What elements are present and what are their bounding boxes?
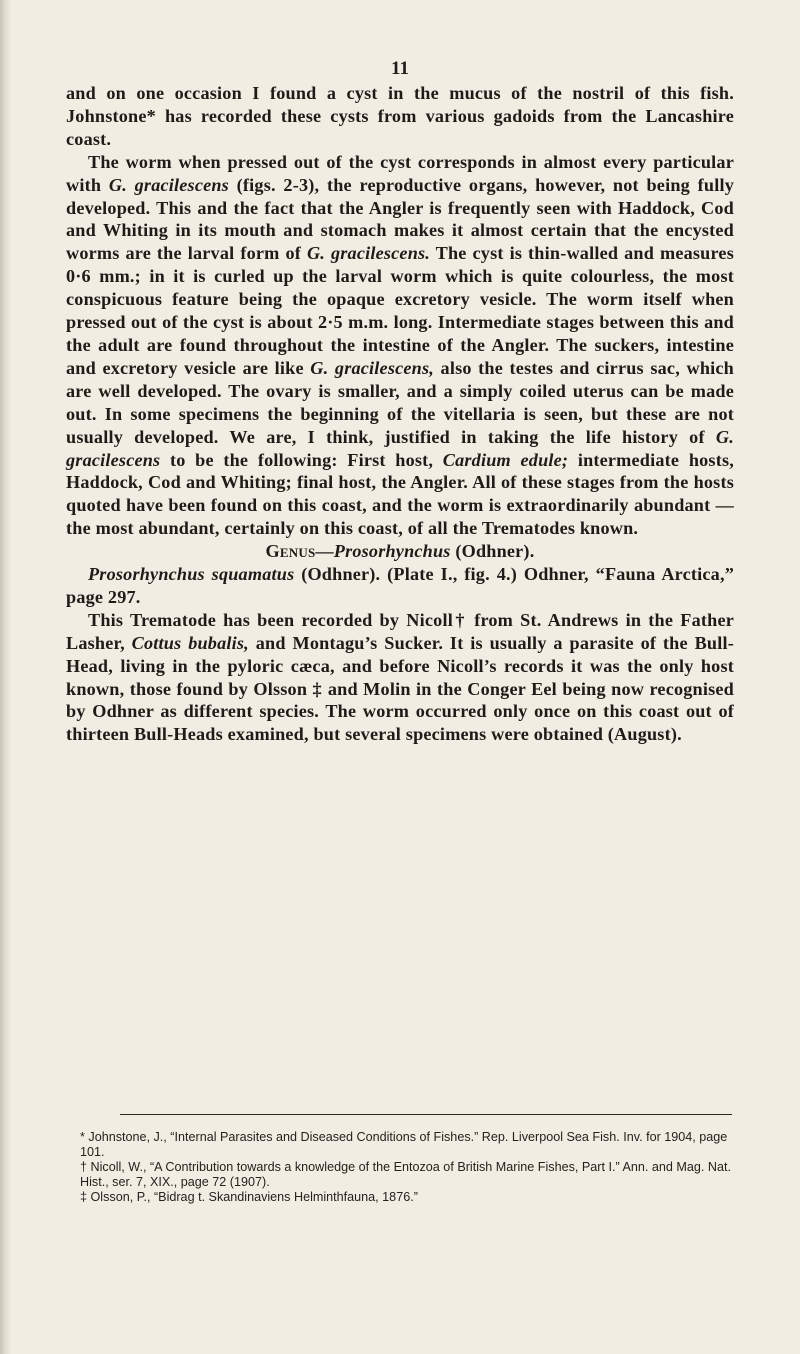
text-run: and Montagu’s Sucker. It is usually a parasite of the Bull-Head, living in the pyloric cæca, and before Nicoll’s records it was the only host known, those found by Olsson ‡ and Molin in the Conger Eel being now recognised by Odhner as different species. The worm occurred only once on this coast out of thirteen Bull-Heads examined, but several specimens were obtained (August). [66,632,734,745]
species-italic: G. gracilescens. [306,243,431,264]
footnote-divider [120,1114,732,1115]
genus-label: Genus [265,541,316,562]
species-italic: G. gracilescens [66,426,734,470]
footnote-olsson: ‡ Olsson, P., “Bidrag t. Skandinaviens Helminthfauna, 1876.” [80,1190,418,1204]
text-run: The cyst is thin-walled and measures 0·6 mm.; in it is curled up the larval worm which is quite colourless, the most conspicuous feature being the opaque excretory vesicle. The worm itself when pressed out of the cyst is about 2·5 m.m. long. Intermediate stages between this and the adult are found throughout the intestine of the Angler. The suckers, intestine and excretory vesicle are like [66,243,734,378]
page-number: 11 [391,58,409,79]
body-text [66,82,734,746]
species-italic: G. gracilescens, [310,357,434,378]
species-name: Prosorhynchus squamatus [88,564,295,585]
text-run: to be the following: First host, [160,449,443,470]
footnotes [66,1130,734,1205]
text-run: (figs. 2-3), the reproductive organs, however, not being fully developed. This and the fact that the Angler is frequently seen with Haddock, Cod and Whiting in its mouth and stomach makes it almost certain that the encysted worms are the larval form of [66,174,734,264]
genus-heading [66,540,734,563]
text-run: This Trematode has been recorded by Nicoll† from St. Andrews in the Father Lasher, [66,609,734,653]
paragraph-larval-worm [66,151,734,540]
species-italic: Cottus bubalis, [131,632,249,653]
paragraph-intro: and on one occasion I found a cyst in the mucus of the nostril of this fish. Johnstone* has recorded these cysts from various gadoids from the Lancashire coast. [66,83,734,149]
species-italic: G. gracilescens [108,174,229,195]
genus-name: Prosorhynchus [333,541,451,562]
text-run: also the testes and cirrus sac, which are well developed. The ovary is smaller, and a simply coiled uterus can be made out. In some specimens the beginning of the vitellaria is seen, but these are not usually developed. We are, I think, justified in taking the life history of [66,357,734,447]
genus-author: (Odhner). [450,541,535,562]
footnote-johnstone: * Johnstone, J., “Internal Parasites and Diseased Conditions of Fishes.” Rep. Liverpool Sea Fish. Inv. for 1904, page 101. [80,1130,728,1159]
footnote-nicoll: † Nicoll, W., “A Contribution towards a knowledge of the Entozoa of British Marine Fishes, Part I.” Ann. and Mag. Nat. Hist., ser. 7, XIX., page 72 (1907). [80,1160,731,1189]
species-heading [66,563,734,609]
species-italic: Cardium edule; [442,449,569,470]
species-reference: (Odhner). (Plate I., fig. 4.) Odhner, “Fauna Arctica,” page 297. [66,564,734,607]
paragraph-prosorhynchus [66,609,734,746]
genus-dash: — [315,541,334,562]
text-run: The worm when pressed out of the cyst corresponds in almost every particular with [66,151,734,195]
text-run: intermediate hosts, Haddock, Cod and Whiting; final host, the Angler. All of these stages from the hosts quoted have been found on this coast, and the worm is extraordinarily abundant —the most abundant, certainly on this coast, of all the Trematodes known. [66,449,734,539]
